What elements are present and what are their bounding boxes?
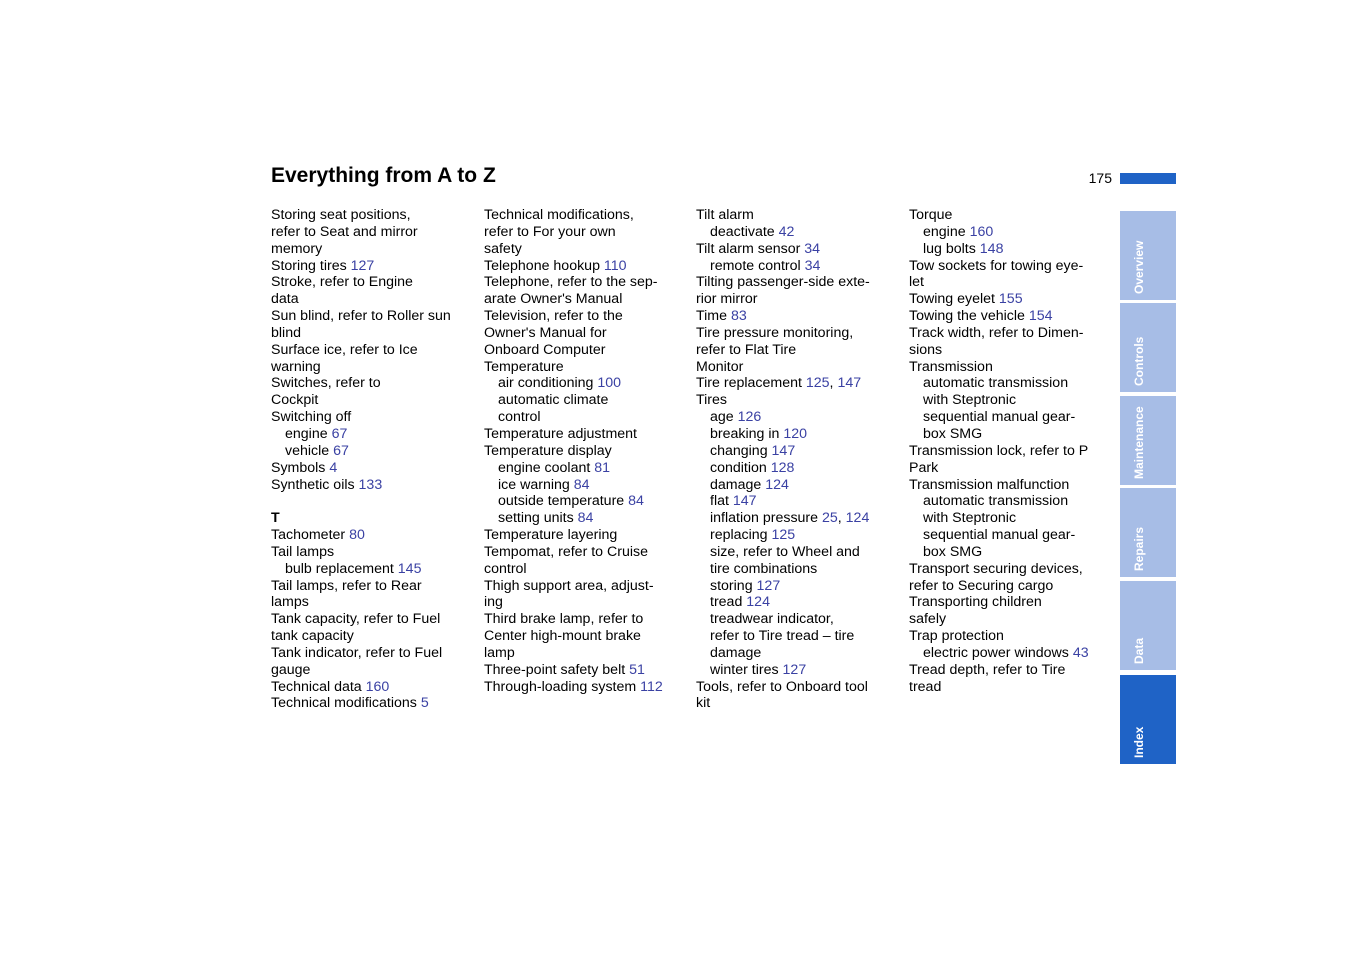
index-term: T [271, 510, 280, 527]
page-reference-link[interactable]: 34 [804, 240, 821, 257]
index-term-continuation: kit [696, 695, 711, 712]
index-term: Tilt alarm [696, 207, 754, 223]
index-entry [484, 611, 689, 662]
index-entry [271, 695, 476, 712]
page-reference-link[interactable]: 34 [804, 257, 821, 274]
index-term: Transport securing devices, [909, 560, 1083, 577]
page-reference-link[interactable]: 160 [969, 223, 994, 240]
index-term: Tail lamps [271, 543, 335, 560]
page-reference-link[interactable]: 127 [350, 257, 375, 274]
index-term-continuation: refer to Flat Tire [696, 341, 797, 358]
index-term-continuation: arate Owner's Manual [484, 291, 623, 308]
page-number-bar [1120, 173, 1176, 184]
index-term: Tires [696, 392, 728, 409]
index-term-continuation: refer to Tire tread – tire [710, 628, 855, 645]
index-entry [498, 392, 689, 426]
index-term: winter tires [710, 661, 779, 678]
page-reference-link[interactable]: 5 [420, 695, 429, 712]
index-entry [271, 308, 476, 342]
index-term: engine [923, 223, 966, 240]
index-term: Tilting passenger-side exte- [696, 274, 870, 291]
index-term: Temperature [484, 358, 564, 375]
index-term: bulb replacement [285, 560, 394, 577]
index-entry [696, 308, 901, 325]
index-entry [909, 443, 1114, 477]
page-reference-link[interactable]: 133 [358, 476, 383, 493]
page-reference-link[interactable]: 100 [597, 375, 622, 392]
index-term-continuation: sions [909, 341, 943, 358]
index-term: tread [710, 594, 743, 611]
index-term: Tachometer [271, 527, 346, 544]
index-entry [710, 662, 901, 679]
index-term: Television, refer to the [484, 308, 623, 325]
index-term: Synthetic oils [271, 476, 355, 493]
page-reference-link[interactable]: 126 [737, 409, 762, 426]
index-term: Stroke, refer to Engine [271, 274, 413, 291]
index-term: Temperature adjustment [484, 425, 637, 442]
index-term: vehicle [285, 442, 330, 459]
tab-label: Repairs [1132, 526, 1146, 571]
index-entry [696, 375, 901, 392]
index-term: Symbols [271, 459, 326, 476]
page-reference-link[interactable]: 145 [397, 560, 422, 577]
index-term: changing [710, 442, 768, 459]
index-entry [271, 679, 476, 696]
page-reference-link[interactable]: 148 [979, 240, 1004, 257]
index-term: condition [710, 459, 767, 476]
index-entry [484, 544, 689, 578]
index-term-continuation: gauge [271, 661, 311, 678]
index-entry [484, 426, 689, 443]
index-term: deactivate [710, 223, 775, 240]
index-entry [710, 493, 901, 510]
index-term: Tilt alarm sensor [696, 240, 801, 257]
index-entry [710, 578, 901, 595]
index-term: Thigh support area, adjust- [484, 577, 654, 594]
index-entry [498, 375, 689, 392]
index-term: Technical modifications, [484, 207, 634, 223]
page-reference-link[interactable]: 110 [603, 257, 627, 274]
index-term-continuation: Park [909, 459, 939, 476]
index-entry [710, 224, 901, 241]
index-entry [909, 308, 1114, 325]
index-term: Tank indicator, refer to Fuel [271, 644, 443, 661]
index-term: Tempomat, refer to Cruise [484, 543, 649, 560]
index-entry [923, 224, 1114, 241]
page-reference-link[interactable]: 67 [331, 425, 348, 442]
index-term: Switches, refer to [271, 375, 381, 392]
index-entry [923, 493, 1114, 527]
index-entry [484, 207, 689, 258]
index-entry [271, 207, 476, 258]
index-term: damage [710, 476, 762, 493]
index-term: Storing tires [271, 257, 347, 274]
index-entry [710, 409, 901, 426]
index-term-continuation: Owner's Manual for [484, 324, 607, 341]
tab-label: Controls [1132, 336, 1146, 386]
index-column-3 [696, 207, 901, 712]
tab-label: Data [1132, 637, 1146, 664]
index-entry [710, 443, 901, 460]
page-reference-link[interactable]: 124 [765, 476, 789, 493]
index-entry [909, 258, 1114, 292]
index-entry [484, 359, 689, 376]
index-entry [909, 561, 1114, 595]
index-entry [909, 628, 1114, 645]
index-term: Three-point safety belt [484, 661, 626, 678]
index-term: Tire replacement [696, 375, 802, 392]
index-term: storing [710, 577, 753, 594]
page-reference-link[interactable]: 127 [756, 577, 781, 594]
index-term-continuation: with Steptronic [923, 392, 1017, 409]
tab-label: Index [1132, 726, 1146, 758]
index-entry [909, 325, 1114, 359]
index-term: Track width, refer to Dimen- [909, 324, 1084, 341]
index-term: remote control [710, 257, 801, 274]
index-entry [285, 426, 476, 443]
index-term: automatic climate [498, 392, 609, 409]
page-reference-link[interactable]: 25 [822, 510, 838, 527]
index-column-1 [271, 207, 476, 712]
index-entry [285, 561, 476, 578]
page-reference-link[interactable]: 84 [628, 493, 644, 510]
index-entry [923, 409, 1114, 443]
index-term: automatic transmission [923, 375, 1069, 392]
index-entry [696, 207, 901, 224]
page-reference-link[interactable]: 155 [998, 291, 1023, 308]
tab-data[interactable] [1120, 581, 1176, 670]
index-entry [271, 477, 476, 494]
index-entry [710, 594, 901, 611]
index-term-continuation: warning [271, 358, 321, 375]
page-reference-link[interactable]: 80 [349, 527, 365, 544]
tab-label: Overview [1132, 240, 1146, 294]
index-term: sequential manual gear- [923, 409, 1076, 426]
tab-controls[interactable] [1120, 303, 1176, 392]
tab-repairs[interactable] [1120, 488, 1176, 577]
page-reference-link[interactable]: , 124 [838, 510, 870, 526]
index-entry [498, 510, 689, 527]
page-reference-link[interactable]: 4 [329, 459, 338, 476]
index-entry [484, 258, 689, 275]
index-term-continuation: box SMG [923, 543, 983, 560]
index-entry [484, 443, 689, 460]
page-reference-link[interactable]: 147 [732, 493, 757, 510]
index-entry [909, 594, 1114, 628]
page-reference-link[interactable]: 83 [730, 308, 747, 325]
index-term: flat [710, 493, 729, 510]
index-term: Towing eyelet [909, 291, 995, 308]
index-term: engine coolant [498, 459, 591, 476]
index-term: outside temperature [498, 493, 625, 510]
page-reference-link[interactable]: 67 [333, 442, 349, 459]
index-term: Transmission lock, refer to P [909, 442, 1089, 459]
index-term-continuation: ing [484, 594, 503, 611]
page-reference-link[interactable]: 127 [782, 661, 807, 678]
index-term: Time [696, 308, 728, 325]
page-reference-link[interactable]: 112 [640, 678, 663, 695]
index-term-continuation: Onboard Computer [484, 341, 606, 358]
index-column-4 [909, 207, 1114, 695]
index-term-continuation: refer to Seat and mirror [271, 223, 418, 240]
index-entry [696, 679, 901, 713]
index-entry [710, 527, 901, 544]
index-term-continuation: rior mirror [696, 291, 758, 308]
index-entry [923, 527, 1114, 561]
index-term: Tools, refer to Onboard tool [696, 678, 868, 695]
index-entry [271, 527, 476, 544]
index-term: Trap protection [909, 628, 1004, 645]
index-term-continuation: data [271, 291, 299, 308]
index-term-continuation: let [909, 274, 924, 291]
index-entry [923, 645, 1114, 662]
index-term-continuation: damage [710, 644, 762, 661]
index-entry [271, 258, 476, 275]
index-term-continuation: refer to For your own [484, 223, 616, 240]
index-term-continuation: tire combinations [710, 560, 818, 577]
index-term: Temperature layering [484, 527, 618, 544]
index-term: air conditioning [498, 375, 594, 392]
index-entry [710, 611, 901, 662]
index-term-continuation: blind [271, 324, 301, 341]
index-term: Telephone, refer to the sep- [484, 274, 658, 291]
index-term-continuation: lamp [484, 644, 515, 661]
index-entry [271, 342, 476, 376]
index-term-continuation: tread [909, 678, 942, 695]
index-entry [696, 325, 901, 376]
index-entry [498, 460, 689, 477]
index-term: Transporting children [909, 594, 1042, 611]
index-term-continuation: Center high-mount brake [484, 628, 641, 645]
index-term: Tow sockets for towing eye- [909, 257, 1084, 274]
index-term: Tire pressure monitoring, [696, 324, 854, 341]
index-entry [271, 544, 476, 561]
page-title: Everything from A to Z [271, 164, 496, 187]
index-term: Tread depth, refer to Tire [909, 661, 1066, 678]
page-reference-link[interactable]: 125 [805, 375, 830, 392]
index-term: engine [285, 425, 328, 442]
index-term-continuation: safely [909, 611, 947, 628]
index-entry [909, 291, 1114, 308]
index-term: Surface ice, refer to Ice [271, 341, 418, 358]
index-entry [271, 274, 476, 308]
index-term-continuation: tank capacity [271, 628, 354, 645]
index-entry [285, 443, 476, 460]
index-entry [271, 409, 476, 426]
index-entry [909, 359, 1114, 376]
index-entry [498, 493, 689, 510]
index-entry [271, 645, 476, 679]
page-reference-link[interactable]: 43 [1072, 644, 1089, 661]
index-entry [909, 207, 1114, 224]
index-term-continuation: control [484, 560, 527, 577]
page-reference-link[interactable]: , 147 [830, 375, 862, 391]
index-term: treadwear indicator, [710, 611, 834, 628]
index-term: setting units [498, 510, 574, 527]
index-entry [710, 510, 901, 527]
index-entry [271, 578, 476, 612]
index-term: Technical modifications [271, 695, 417, 712]
page-reference-link[interactable]: 147 [771, 442, 796, 459]
index-term-continuation: safety [484, 240, 522, 257]
page-number: 175 [1088, 170, 1112, 186]
index-term: lug bolts [923, 240, 976, 257]
index-term: Through-loading system [484, 678, 637, 695]
index-entry [484, 274, 689, 308]
index-term-continuation: lamps [271, 594, 309, 611]
index-term: Storing seat positions, [271, 207, 411, 223]
index-entry [696, 241, 901, 258]
index-entry [484, 578, 689, 612]
index-term-continuation: refer to Securing cargo [909, 577, 1054, 594]
index-entry [710, 477, 901, 494]
index-term: inflation pressure [710, 510, 819, 527]
index-term-continuation: with Steptronic [923, 510, 1017, 527]
page-reference-link[interactable]: 42 [778, 223, 795, 240]
index-entry [271, 375, 476, 409]
index-term: replacing [710, 527, 768, 544]
index-term: Transmission malfunction [909, 476, 1070, 493]
index-entry [710, 460, 901, 477]
index-term: Tail lamps, refer to Rear [271, 577, 422, 594]
index-term: age [710, 409, 734, 426]
index-entry [696, 274, 901, 308]
index-entry [710, 544, 901, 578]
page-reference-link[interactable]: 124 [746, 594, 770, 611]
index-term: automatic transmission [923, 493, 1069, 510]
tab-index[interactable] [1120, 675, 1176, 764]
index-entry [484, 662, 689, 679]
page-reference-link[interactable]: 81 [594, 459, 611, 476]
index-entry [710, 426, 901, 443]
index-term: Torque [909, 207, 953, 223]
index-entry [909, 477, 1114, 494]
index-term-continuation: memory [271, 240, 323, 257]
index-term: Switching off [271, 409, 352, 426]
index-entry [909, 662, 1114, 696]
index-entry [271, 460, 476, 477]
page-reference-link[interactable]: 160 [365, 678, 390, 695]
index-term: breaking in [710, 425, 780, 442]
index-term: Technical data [271, 678, 362, 695]
page-reference-link[interactable]: 120 [783, 425, 808, 442]
tab-label: Maintenance [1132, 406, 1146, 479]
index-term: Sun blind, refer to Roller sun [271, 308, 451, 325]
page-reference-link[interactable]: 128 [770, 459, 795, 476]
index-term: electric power windows [923, 644, 1069, 661]
index-term: Telephone hookup [484, 257, 600, 274]
page-reference-link[interactable]: 125 [771, 527, 796, 544]
page-reference-link[interactable]: 154 [1028, 308, 1053, 325]
index-entry [923, 241, 1114, 258]
index-entry [696, 392, 901, 409]
index-term-continuation: control [498, 409, 541, 426]
index-column-2 [484, 207, 689, 695]
page-reference-link[interactable]: 84 [573, 476, 590, 493]
index-term: Transmission [909, 358, 993, 375]
index-entry [484, 679, 689, 696]
index-term: Tank capacity, refer to Fuel [271, 611, 441, 628]
index-term: sequential manual gear- [923, 527, 1076, 544]
index-entry [484, 308, 689, 359]
page-reference-link[interactable]: 84 [577, 510, 594, 527]
index-term: ice warning [498, 476, 570, 493]
tab-maintenance[interactable] [1120, 396, 1176, 485]
index-term-continuation: Monitor [696, 358, 744, 375]
index-entry [271, 611, 476, 645]
index-entry [710, 258, 901, 275]
index-letter-heading [271, 510, 476, 527]
index-term-continuation: box SMG [923, 425, 983, 442]
index-term: Towing the vehicle [909, 308, 1025, 325]
tab-overview[interactable] [1120, 211, 1176, 300]
page-reference-link[interactable]: 51 [629, 661, 645, 678]
index-term: size, refer to Wheel and [710, 543, 860, 560]
index-entry [923, 375, 1114, 409]
index-entry [498, 477, 689, 494]
index-term: Temperature display [484, 442, 612, 459]
index-term: Third brake lamp, refer to [484, 611, 644, 628]
index-entry [484, 527, 689, 544]
index-term-continuation: Cockpit [271, 392, 319, 409]
